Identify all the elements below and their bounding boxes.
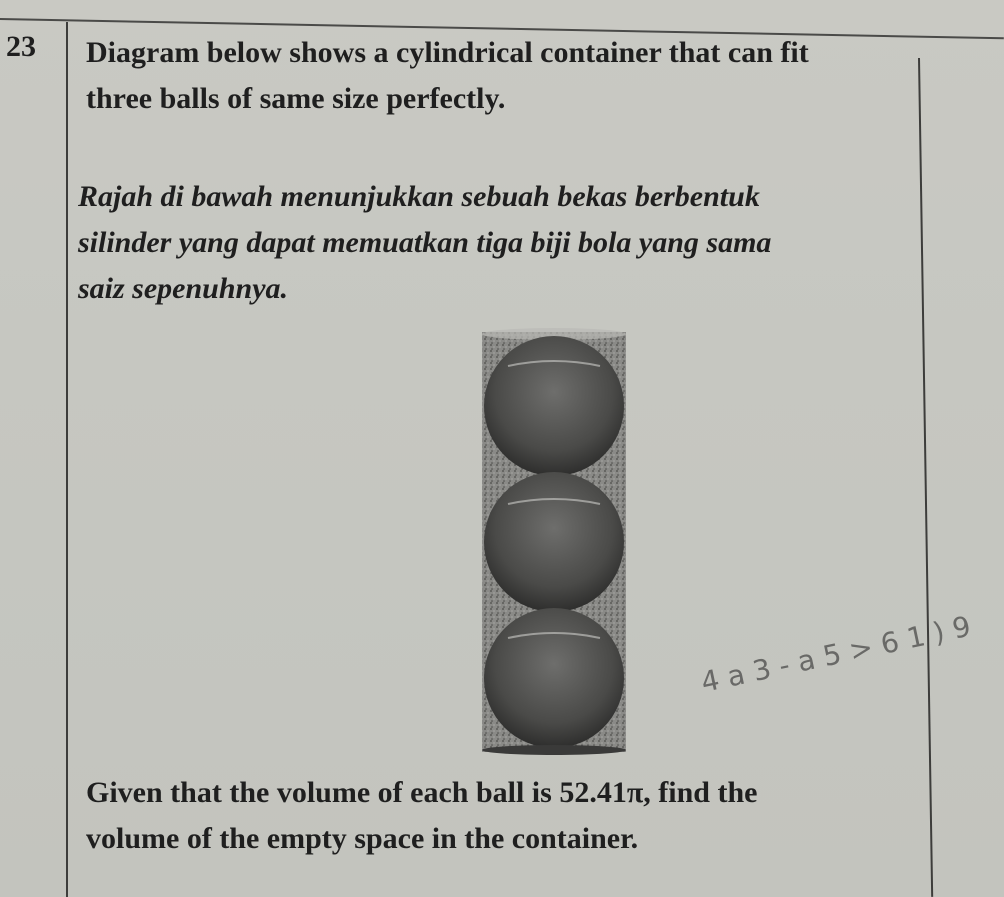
malay-line-3: saiz sepenuhnya. xyxy=(78,272,289,305)
ball-3 xyxy=(484,608,624,748)
question-task xyxy=(86,770,886,862)
question-text-malay xyxy=(78,174,888,312)
task-line-1: Given that the volume of each ball is 52.41π, find the xyxy=(86,776,758,809)
ball-1 xyxy=(484,336,624,476)
handwritten-working: 4 a 3 - a 5 > 6 1 ) 9 xyxy=(698,609,974,699)
malay-line-1: Rajah di bawah menunjukkan sebuah bekas berbentuk xyxy=(78,180,760,213)
question-number: 23 xyxy=(6,30,36,63)
english-line-2: three balls of same size perfectly. xyxy=(86,82,506,115)
task-line-2: volume of the empty space in the container. xyxy=(86,822,639,855)
question-text-english xyxy=(86,30,886,122)
cylinder-with-three-balls-icon xyxy=(478,326,630,758)
cylinder-base xyxy=(482,745,626,755)
malay-line-2: silinder yang dapat memuatkan tiga biji bola yang sama xyxy=(78,226,772,259)
ball-2 xyxy=(484,472,624,612)
left-border-line xyxy=(66,22,68,897)
english-line-1: Diagram below shows a cylindrical container that can fit xyxy=(86,36,809,69)
right-border-line xyxy=(918,58,933,897)
